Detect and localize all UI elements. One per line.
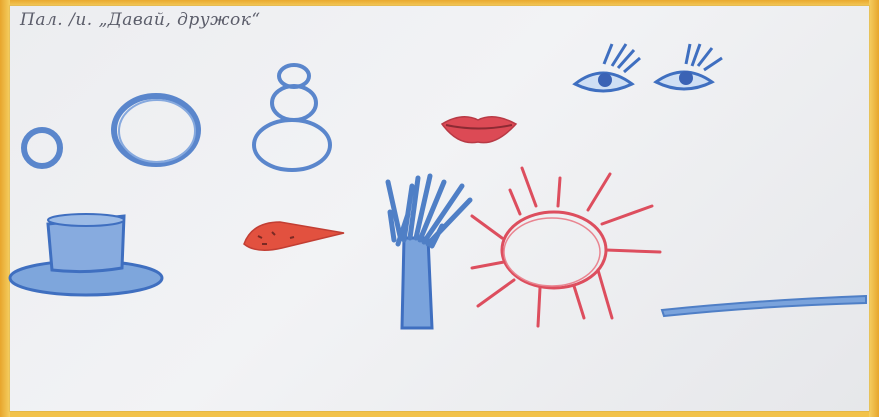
- broom-drawing: [388, 176, 470, 328]
- small-circle-drawing: [24, 130, 60, 166]
- lips-drawing: [442, 117, 516, 143]
- hat-drawing: [10, 214, 162, 295]
- left-eye: [575, 44, 640, 91]
- medium-circle-drawing: [114, 96, 198, 164]
- right-eye: [656, 44, 722, 89]
- stick-line-drawing: [662, 296, 866, 316]
- sun-drawing: [472, 168, 660, 326]
- snowman-circles-drawing: [254, 65, 330, 170]
- eyes-drawing: [575, 44, 722, 91]
- handwritten-caption: Пал. /и. „Давай, дружок“: [20, 10, 261, 30]
- carrot-nose-drawing: [244, 222, 344, 250]
